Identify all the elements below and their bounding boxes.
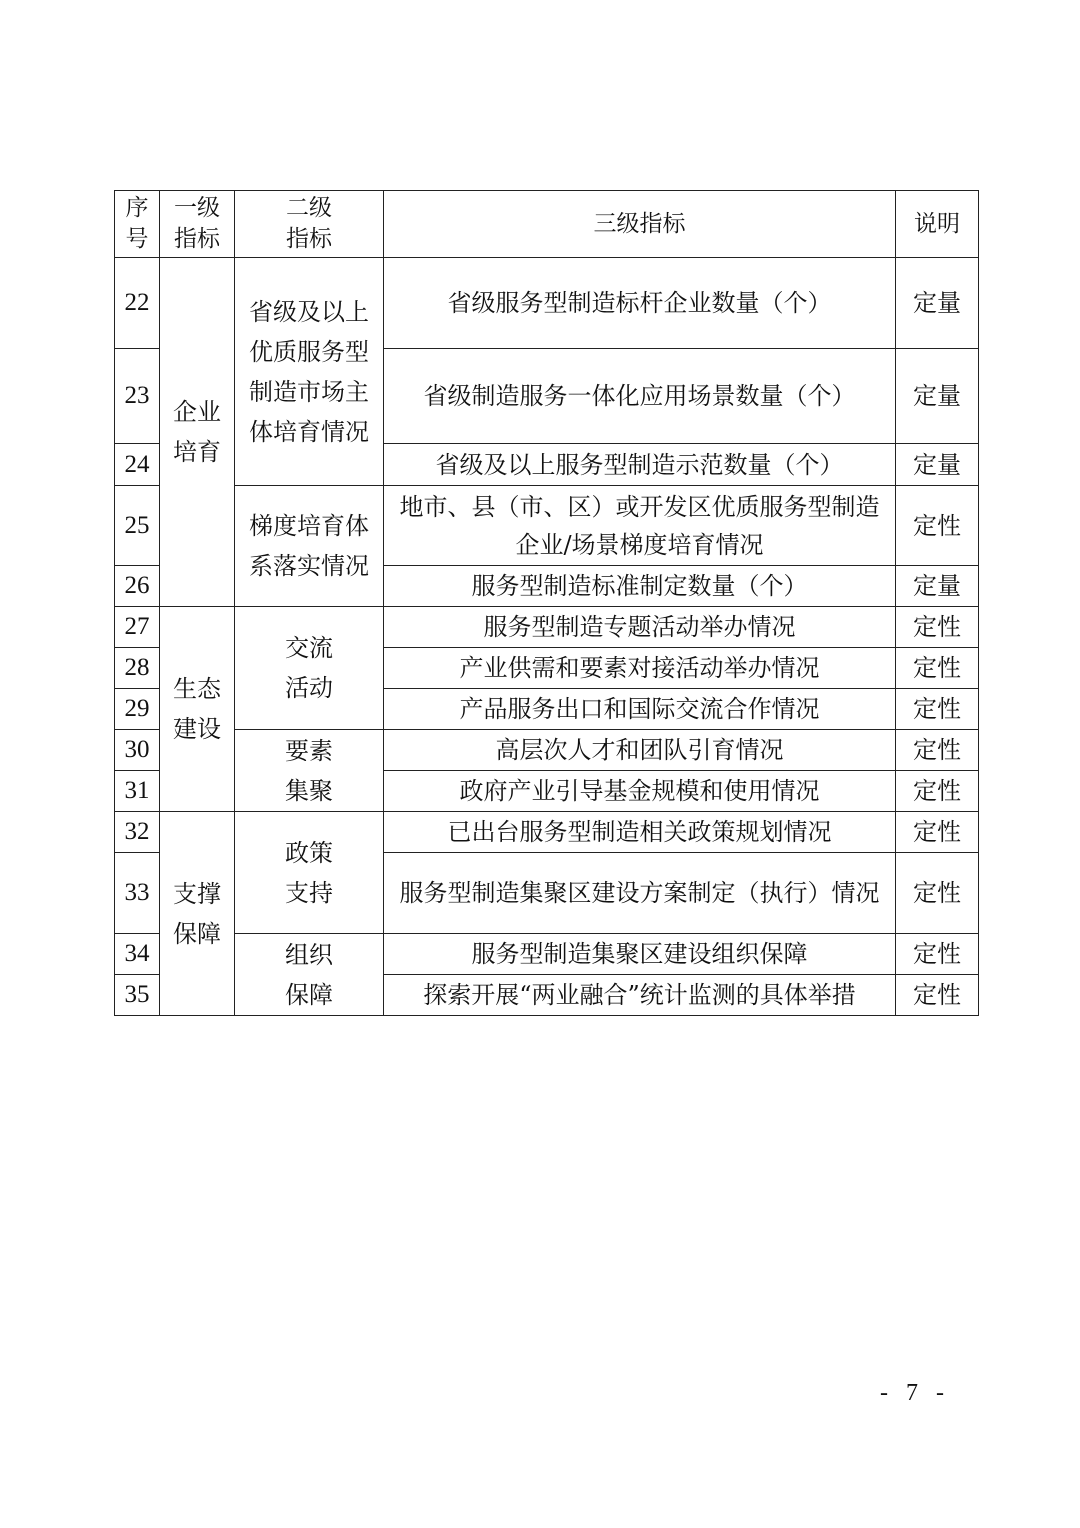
table-row — [115, 730, 979, 771]
row-indicator: 省级及以上服务型制造示范数量（个） — [384, 444, 896, 486]
row-note: 定量 — [896, 258, 979, 349]
row-indicator: 服务型制造集聚区建设方案制定（执行）情况 — [384, 853, 896, 934]
row-seq: 24 — [115, 444, 160, 486]
table-row — [115, 486, 979, 566]
header-level3: 三级指标 — [384, 191, 896, 258]
row-indicator: 省级制造服务一体化应用场景数量（个） — [384, 349, 896, 444]
header-note: 说明 — [896, 191, 979, 258]
indicator-table — [114, 190, 979, 1016]
row-seq: 22 — [115, 258, 160, 349]
category-ecosystem: 生态建设 — [160, 607, 235, 812]
row-indicator: 服务型制造标准制定数量（个） — [384, 566, 896, 607]
category-enterprise: 企业培育 — [160, 258, 235, 607]
header-level2: 二级指标 — [235, 191, 384, 258]
category-support: 支撑保障 — [160, 812, 235, 1016]
row-indicator: 产品服务出口和国际交流合作情况 — [384, 689, 896, 730]
subcategory-gradient: 梯度培育体系落实情况 — [235, 486, 384, 607]
row-seq: 28 — [115, 648, 160, 689]
row-seq: 26 — [115, 566, 160, 607]
row-seq: 23 — [115, 349, 160, 444]
row-note: 定性 — [896, 975, 979, 1016]
row-indicator: 政府产业引导基金规模和使用情况 — [384, 771, 896, 812]
row-seq: 25 — [115, 486, 160, 566]
row-indicator: 地市、县（市、区）或开发区优质服务型制造企业/场景梯度培育情况 — [384, 486, 896, 566]
row-note: 定性 — [896, 934, 979, 975]
row-indicator: 服务型制造集聚区建设组织保障 — [384, 934, 896, 975]
row-note: 定量 — [896, 349, 979, 444]
row-indicator: 已出台服务型制造相关政策规划情况 — [384, 812, 896, 853]
row-indicator: 高层次人才和团队引育情况 — [384, 730, 896, 771]
row-seq: 34 — [115, 934, 160, 975]
table-row — [115, 812, 979, 853]
row-indicator: 产业供需和要素对接活动举办情况 — [384, 648, 896, 689]
subcategory-quality: 省级及以上优质服务型制造市场主体培育情况 — [235, 258, 384, 486]
row-note: 定性 — [896, 812, 979, 853]
table-row — [115, 934, 979, 975]
row-note: 定性 — [896, 771, 979, 812]
page-number: - 7 - — [880, 1380, 950, 1406]
row-seq: 29 — [115, 689, 160, 730]
row-note: 定性 — [896, 648, 979, 689]
row-indicator: 探索开展“两业融合”统计监测的具体举措 — [384, 975, 896, 1016]
row-note: 定量 — [896, 566, 979, 607]
row-note: 定性 — [896, 486, 979, 566]
header-level1: 一级指标 — [160, 191, 235, 258]
row-seq: 35 — [115, 975, 160, 1016]
row-seq: 27 — [115, 607, 160, 648]
row-note: 定量 — [896, 444, 979, 486]
row-indicator: 服务型制造专题活动举办情况 — [384, 607, 896, 648]
subcategory-factors: 要素集聚 — [235, 730, 384, 812]
row-note: 定性 — [896, 689, 979, 730]
row-indicator: 省级服务型制造标杆企业数量（个） — [384, 258, 896, 349]
table-row — [115, 607, 979, 648]
row-note: 定性 — [896, 607, 979, 648]
row-seq: 31 — [115, 771, 160, 812]
row-note: 定性 — [896, 853, 979, 934]
subcategory-exchange: 交流活动 — [235, 607, 384, 730]
row-note: 定性 — [896, 730, 979, 771]
row-seq: 32 — [115, 812, 160, 853]
header-row — [115, 191, 979, 258]
subcategory-policy: 政策支持 — [235, 812, 384, 934]
row-seq: 33 — [115, 853, 160, 934]
subcategory-organization: 组织保障 — [235, 934, 384, 1016]
table-row — [115, 258, 979, 349]
header-seq: 序号 — [115, 191, 160, 258]
row-seq: 30 — [115, 730, 160, 771]
